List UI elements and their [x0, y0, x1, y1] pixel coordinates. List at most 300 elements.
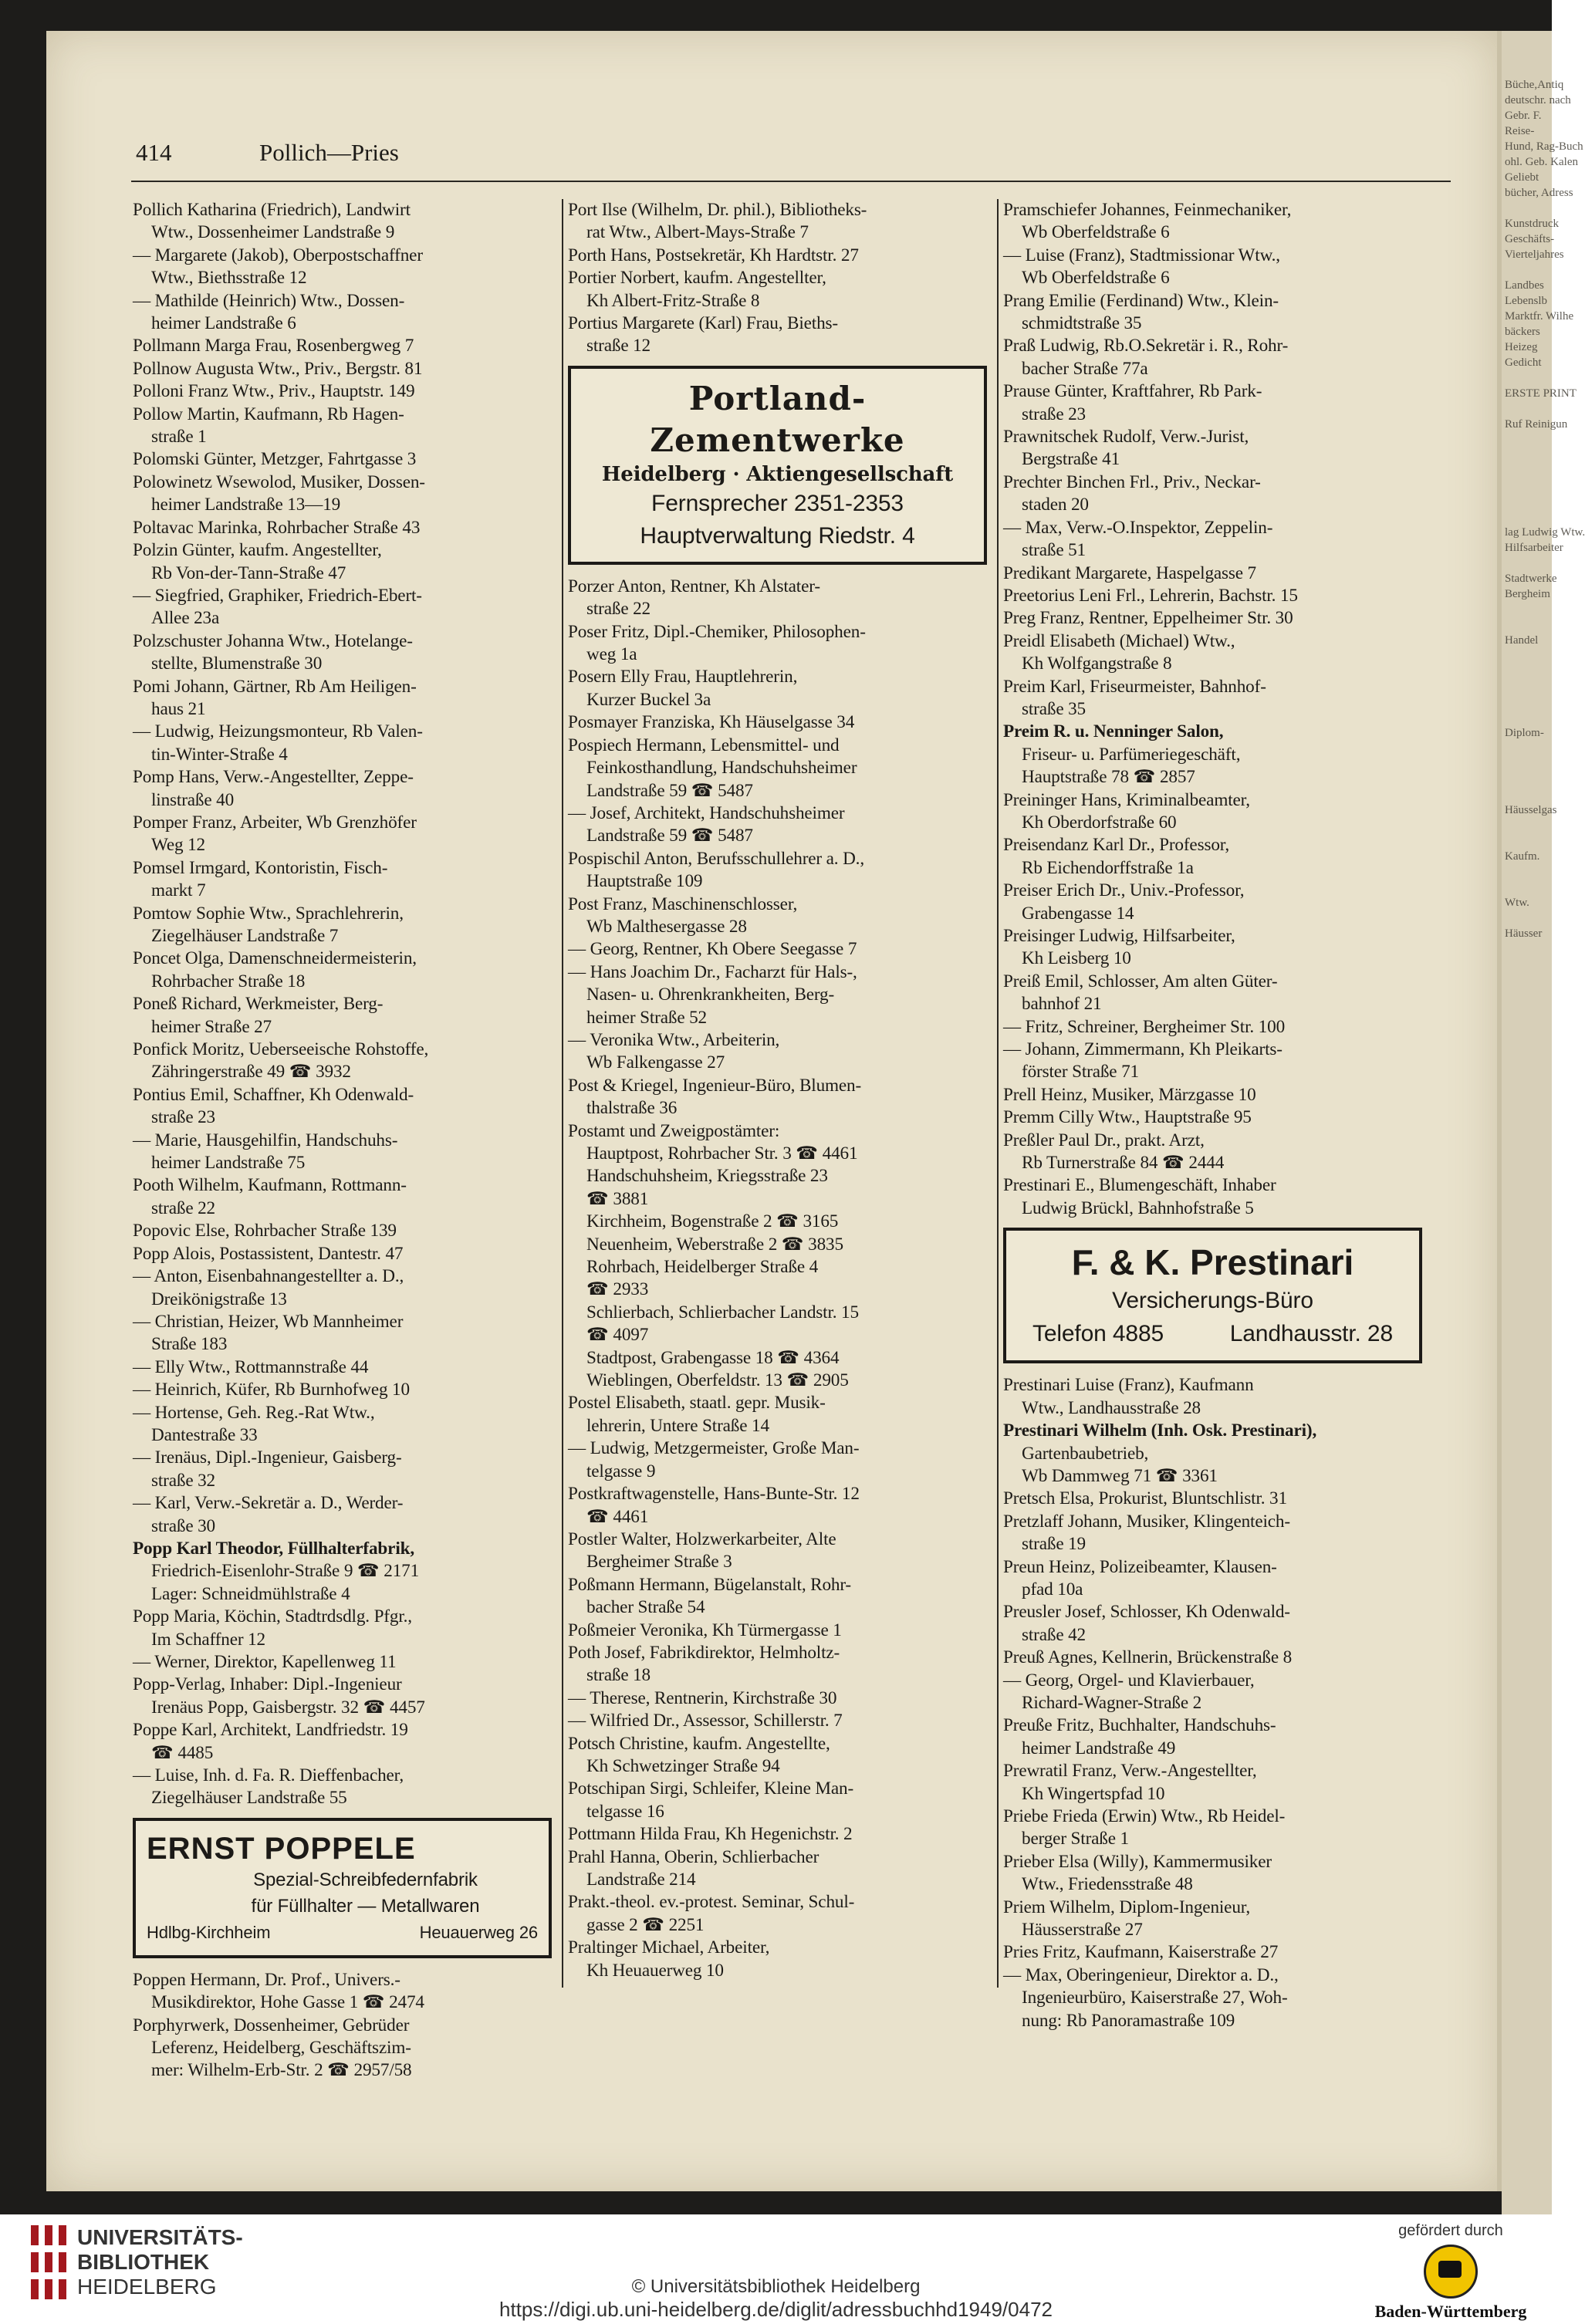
entry-continuation: Kh Leisberg 10 [1022, 948, 1131, 969]
entry-text: Portius Margarete (Karl) Frau, Bieths- [568, 313, 838, 334]
entry-text: Preg Franz, Rentner, Eppelheimer Str. 30 [1003, 608, 1293, 629]
directory-entry [133, 1674, 561, 1719]
entry-continuation: Leferenz, Heidelberg, Geschäftszim- [151, 2038, 411, 2059]
entry-text: — Ludwig, Heizungsmonteur, Rb Valen- [133, 721, 423, 742]
header-rule [131, 181, 1451, 182]
entry-text: Post & Kriegel, Ingenieur-Büro, Blumen- [568, 1075, 862, 1096]
directory-entry [133, 448, 561, 471]
directory-entry [1003, 1374, 1431, 1420]
entry-continuation: pfad 10a [1022, 1579, 1083, 1599]
edge-fragment [1502, 617, 1552, 633]
entry-continuation: Rb Turnerstraße 84 ☎ 2444 [1022, 1153, 1225, 1174]
entry-continuation: Ingenieurbüro, Kaiserstraße 27, Woh- [1022, 1988, 1288, 2008]
next-page-edge [1502, 31, 1585, 2214]
entry-continuation: berger Straße 1 [1022, 1829, 1129, 1849]
entry-continuation: telgasse 9 [586, 1461, 656, 1481]
entry-text: Pollich Katharina (Friedrich), Landwirt [133, 200, 411, 220]
entry-text: Pollnow Augusta Wtw., Priv., Bergstr. 81 [133, 358, 423, 379]
entry-continuation: Friedrich-Eisenlohr-Straße 9 ☎ 2171 [151, 1561, 420, 1582]
entry-text: Posern Elly Frau, Hauptlehrerin, [568, 667, 798, 687]
directory-entry [1003, 789, 1431, 835]
directory-entry [1003, 335, 1431, 380]
edge-fragment [1502, 463, 1552, 478]
directory-entry [133, 1651, 561, 1674]
entry-continuation: Landstraße 59 ☎ 5487 [586, 780, 753, 801]
directory-entry [568, 666, 996, 711]
ad-address: Landhausstr. 28 [1229, 1321, 1393, 1347]
directory-entry [568, 1392, 996, 1437]
entry-continuation: Rohrbacher Straße 18 [151, 971, 306, 991]
entry-continuation: Feinkosthandlung, Handschuhsheimer [586, 758, 857, 779]
entry-continuation: staden 20 [1022, 495, 1089, 515]
edge-fragment: Bergheim [1505, 588, 1550, 600]
entry-text: Preisendanz Karl Dr., Professor, [1003, 835, 1230, 856]
entry-continuation: Landstraße 59 ☎ 5487 [586, 826, 753, 846]
entry-continuation: Grabengasse 14 [1022, 903, 1134, 924]
edge-fragment: Handel [1505, 634, 1539, 647]
entry-text: Preiß Emil, Schlosser, Am alten Güter- [1003, 971, 1278, 991]
entry-continuation: Kurzer Buckel 3a [586, 689, 711, 710]
directory-entry [568, 1029, 996, 1075]
directory-entry [1003, 1941, 1431, 1964]
entry-text: Popp Maria, Köchin, Stadtrdsdlg. Pfgr., [133, 1606, 412, 1627]
edge-fragment: Lebenslb [1505, 295, 1547, 307]
directory-entry [568, 1574, 996, 1620]
directory-entry [133, 1492, 561, 1538]
page-range: Pollich—Pries [259, 139, 399, 166]
entry-continuation: straße 19 [1022, 1534, 1086, 1555]
entry-continuation: Irenäus Popp, Gaisbergstr. 32 ☎ 4457 [151, 1697, 425, 1718]
directory-entry [1003, 1964, 1431, 2032]
entry-continuation: Wb Dammweg 71 ☎ 3361 [1022, 1465, 1218, 1486]
directory-entry [133, 812, 561, 857]
edge-fragment: Heizeg [1505, 341, 1538, 353]
directory-entry [133, 630, 561, 676]
entry-continuation: Wtw., Friedensstraße 48 [1022, 1874, 1193, 1895]
entry-continuation: Rb Von-der-Tann-Straße 47 [151, 562, 346, 583]
directory-entry [1003, 585, 1431, 607]
entry-continuation: ☎ 4097 [586, 1325, 649, 1346]
edge-fragment: ERSTE PRINT [1505, 387, 1577, 400]
entry-continuation: straße 23 [1022, 404, 1086, 424]
entry-text: — Georg, Rentner, Kh Obere Seegasse 7 [568, 939, 857, 960]
directory-entry [1003, 1130, 1431, 1175]
directory-entry [1003, 721, 1431, 789]
directory-entry [1003, 199, 1431, 245]
directory-entry [133, 1311, 561, 1356]
edge-fragment [1502, 370, 1552, 386]
directory-entry [133, 1220, 561, 1242]
directory-entry [1003, 1760, 1431, 1805]
entry-continuation: Lager: Schneidmühlstraße 4 [151, 1583, 350, 1604]
directory-entry [1003, 971, 1431, 1016]
directory-entry [568, 893, 996, 939]
entry-continuation: Wieblingen, Oberfeldstr. 13 ☎ 2905 [586, 1370, 849, 1391]
directory-entry [133, 539, 561, 585]
edge-fragment: Kunstdruck [1505, 218, 1559, 230]
ad-title: F. & K. Prestinari [1071, 1242, 1354, 1283]
entry-text: Pramschiefer Johannes, Feinmechaniker, [1003, 200, 1292, 220]
entry-text: Post Franz, Maschinenschlosser, [568, 893, 798, 914]
entry-continuation: haus 21 [151, 698, 206, 719]
entry-text: Popp Karl Theodor, Füllhalterfabrik, [133, 1538, 414, 1559]
directory-entry [568, 1846, 996, 1892]
copyright-notice: © Universitätsbibliothek Heidelberg [631, 2276, 921, 2297]
directory-entry [133, 1402, 561, 1447]
entry-continuation: Bergheimer Straße 3 [586, 1552, 732, 1572]
edge-fragment [1502, 648, 1552, 664]
directory-entry [133, 993, 561, 1039]
entry-text: — Georg, Orgel- und Klavierbauer, [1003, 1670, 1255, 1691]
entry-continuation: Kh Schwetzinger Straße 94 [586, 1755, 780, 1776]
edge-fragment [1502, 756, 1552, 772]
entry-text: — Johann, Zimmermann, Kh Pleikarts- [1003, 1039, 1283, 1060]
directory-entry [133, 1265, 561, 1311]
advertisement-prestinari [1003, 1228, 1422, 1363]
entry-continuation: mer: Wilhelm-Erb-Str. 2 ☎ 2957/58 [151, 2060, 412, 2081]
edge-fragment: Hund, Rag-Buch [1505, 140, 1583, 153]
edge-fragment: Gebr. F. [1505, 110, 1542, 122]
entry-text: Prahl Hanna, Oberin, Schlierbacher [568, 1846, 820, 1867]
entry-text: Prieber Elsa (Willy), Kammermusiker [1003, 1851, 1272, 1872]
coat-of-arms-icon [1424, 2245, 1478, 2299]
entries-list [133, 1969, 561, 2082]
column-2 [568, 199, 996, 1982]
directory-entry [568, 199, 996, 245]
directory-entry [568, 245, 996, 267]
edge-fragment: Kaufm. [1505, 850, 1540, 863]
entry-continuation: Friseur- u. Parfümeriegeschäft, [1022, 744, 1241, 765]
directory-entry [568, 1120, 996, 1393]
entry-text: Pospiech Hermann, Lebensmittel- und [568, 735, 840, 755]
entry-continuation: Wtw., Landhausstraße 28 [1022, 1397, 1201, 1418]
entry-text: — Luise (Franz), Stadtmissionar Wtw., [1003, 245, 1280, 265]
entry-continuation: Dantestraße 33 [151, 1424, 258, 1445]
entry-text: Postamt und Zweigpostämter: [568, 1120, 780, 1141]
ad-row [1017, 1317, 1408, 1351]
directory-entry [133, 1084, 561, 1130]
ad-line: Hauptverwaltung Riedstr. 4 [640, 522, 915, 549]
entry-continuation: heimer Straße 52 [586, 1007, 707, 1028]
directory-entry [133, 1606, 561, 1651]
edge-fragment: Gedicht [1505, 356, 1542, 369]
entry-continuation: heimer Landstraße 49 [1022, 1738, 1176, 1758]
directory-entry [568, 1642, 996, 1687]
entry-continuation: Im Schaffner 12 [151, 1629, 265, 1650]
entry-continuation: Kirchheim, Bogenstraße 2 ☎ 3165 [586, 1211, 839, 1232]
entry-continuation: Weg 12 [151, 835, 205, 856]
ad-line: Fernsprecher 2351-2353 [651, 490, 904, 516]
directory-entry [133, 1243, 561, 1265]
edge-fragment: Geschäfts- [1505, 233, 1555, 245]
entry-text: — Therese, Rentnerin, Kirchstraße 30 [568, 1687, 837, 1708]
entry-text: — Irenäus, Dipl.-Ingenieur, Gaisberg- [133, 1447, 402, 1468]
entry-continuation: Stadtpost, Grabengasse 18 ☎ 4364 [586, 1347, 840, 1368]
advertisement-poppele [133, 1818, 552, 1958]
entry-text: Preininger Hans, Kriminalbeamter, [1003, 789, 1250, 810]
entry-continuation: Allee 23a [151, 608, 220, 629]
edge-fragment: lag Ludwig Wtw. [1505, 526, 1585, 539]
entry-text: Poneß Richard, Werkmeister, Berg- [133, 994, 384, 1015]
entry-continuation: heimer Landstraße 6 [151, 313, 296, 334]
directory-entry [1003, 245, 1431, 290]
entry-text: Popp Alois, Postassistent, Dantestr. 47 [133, 1243, 404, 1264]
directory-entry [133, 903, 561, 948]
entry-continuation: weg 1a [586, 644, 637, 665]
entry-continuation: straße 18 [586, 1665, 651, 1686]
edge-fragment [1502, 818, 1552, 833]
entry-text: Pottmann Hilda Frau, Kh Hegenichstr. 2 [568, 1824, 853, 1845]
entry-text: Port Ilse (Wilhelm, Dr. phil.), Bibliotheks- [568, 200, 867, 220]
entry-continuation: straße 42 [1022, 1624, 1086, 1645]
edge-fragment: Häusselgas [1505, 804, 1557, 816]
entry-text: — Max, Verw.-O.Inspektor, Zeppelin- [1003, 517, 1273, 538]
entry-continuation: bacher Straße 77a [1022, 358, 1148, 379]
directory-entry [1003, 562, 1431, 585]
directory-entry [1003, 1897, 1431, 1942]
edge-fragment: bücher, Adress [1505, 187, 1573, 199]
entry-continuation: schmidtstraße 35 [1022, 313, 1142, 334]
directory-entry [1003, 630, 1431, 676]
ad-line: für Füllhalter — Metallwaren [251, 1895, 480, 1917]
directory-entry [568, 1075, 996, 1120]
entry-continuation: bacher Straße 54 [586, 1597, 705, 1618]
directory-entry [1003, 1714, 1431, 1760]
entry-text: — Elly Wtw., Rottmannstraße 44 [133, 1356, 369, 1377]
directory-entry [568, 1778, 996, 1823]
directory-entry [133, 199, 561, 245]
entry-continuation: straße 22 [151, 1197, 215, 1218]
entry-text: Prause Günter, Kraftfahrer, Rb Park- [1003, 381, 1262, 402]
edge-fragment [1502, 262, 1552, 278]
entry-text: Prechter Binchen Frl., Priv., Neckar- [1003, 471, 1261, 492]
directory-entry [1003, 1670, 1431, 1715]
entry-continuation: Kh Heuauerweg 10 [586, 1960, 724, 1981]
entries-list [568, 199, 996, 358]
entry-continuation: bahnhof 21 [1022, 994, 1102, 1015]
edge-fragment: Ruf Reinigun [1505, 418, 1568, 431]
funder-caption: gefördert durch [1398, 2222, 1503, 2239]
directory-entry [133, 1379, 561, 1401]
entry-continuation: Ziegelhäuser Landstraße 7 [151, 926, 339, 946]
entries-list [133, 199, 561, 1810]
entry-continuation: rat Wtw., Albert-Mays-Straße 7 [586, 222, 809, 243]
page-number: 414 [136, 139, 172, 166]
directory-entry [1003, 426, 1431, 471]
entry-continuation: ☎ 3881 [586, 1188, 649, 1209]
edge-fragment [1502, 679, 1552, 694]
page-header [136, 139, 1479, 170]
directory-entry [568, 802, 996, 848]
entry-text: Preßler Paul Dr., prakt. Arzt, [1003, 1130, 1205, 1150]
edge-fragment: bäckers [1505, 326, 1540, 338]
entry-text: Popp-Verlag, Inhaber: Dipl.-Ingenieur [133, 1674, 402, 1695]
entry-text: Prakt.-theol. ev.-protest. Seminar, Schul- [568, 1892, 855, 1913]
edge-fragment [1502, 833, 1552, 849]
entry-text: Poltavac Marinka, Rohrbacher Straße 43 [133, 517, 421, 538]
entry-continuation: Zähringerstraße 49 ☎ 3932 [151, 1062, 351, 1083]
directory-entry [1003, 1488, 1431, 1510]
entry-text: Prestinari E., Blumengeschäft, Inhaber [1003, 1175, 1276, 1196]
entry-text: Preisinger Ludwig, Hilfsarbeiter, [1003, 926, 1235, 946]
funder-logo[interactable] [1366, 2222, 1536, 2322]
directory-entry [1003, 880, 1431, 925]
directory-entry [133, 2015, 561, 2082]
entry-continuation: Wtw., Dossenheimer Landstraße 9 [151, 222, 395, 243]
ad-phone: Telefon 4885 [1032, 1321, 1164, 1347]
entry-text: Postler Walter, Holzwerkarbeiter, Alte [568, 1529, 836, 1549]
entry-continuation: Neuenheim, Weberstraße 2 ☎ 3835 [586, 1234, 843, 1255]
directory-entry [1003, 517, 1431, 562]
entry-text: Preim Karl, Friseurmeister, Bahnhof- [1003, 676, 1266, 697]
entry-text: Poncet Olga, Damenschneidermeisterin, [133, 948, 417, 969]
entry-text: — Max, Oberingenieur, Direktor a. D., [1003, 1964, 1279, 1985]
entry-continuation: Handschuhsheim, Kriegsstraße 23 [586, 1166, 828, 1187]
entry-continuation: Rohrbach, Heidelberger Straße 4 [586, 1257, 819, 1278]
directory-entry [133, 1765, 561, 1810]
directory-entry [133, 1447, 561, 1492]
entry-continuation: stellte, Blumenstraße 30 [151, 654, 323, 674]
directory-entry [568, 1710, 996, 1732]
entry-text: Pries Fritz, Kaufmann, Kaiserstraße 27 [1003, 1942, 1279, 1963]
entry-text: Predikant Margarete, Haspelgasse 7 [1003, 562, 1257, 583]
entry-text: Prawnitschek Rudolf, Verw.-Jurist, [1003, 427, 1249, 448]
entry-text: Polzschuster Johanna Wtw., Hotelange- [133, 630, 413, 651]
directory-entry [568, 938, 996, 961]
directory-entry [133, 1174, 561, 1220]
entry-continuation: heimer Straße 27 [151, 1016, 272, 1037]
ad-title: Portland-Zementwerke [650, 379, 905, 459]
directory-entry [1003, 1601, 1431, 1647]
entry-text: Polowinetz Wsewolod, Musiker, Dossen- [133, 471, 425, 492]
entry-continuation: Kh Wingertspfad 10 [1022, 1783, 1165, 1804]
column-1 [133, 199, 561, 2082]
directory-entry [133, 676, 561, 721]
directory-entry [1003, 834, 1431, 880]
directory-entry [568, 848, 996, 893]
entry-continuation: telgasse 16 [586, 1801, 664, 1822]
directory-entry [568, 267, 996, 312]
entry-text: Poßmann Hermann, Bügelanstalt, Rohr- [568, 1574, 852, 1595]
ad-location: Hdlbg-Kirchheim [147, 1922, 271, 1942]
entry-continuation: Straße 183 [151, 1334, 228, 1355]
edge-fragment: deutschr. nach [1505, 94, 1571, 106]
edge-fragment [1502, 556, 1552, 571]
entry-continuation: straße 23 [151, 1107, 215, 1128]
entry-continuation: straße 22 [586, 599, 651, 620]
ad-row [147, 1920, 538, 1946]
entry-text: Preuße Fritz, Buchhalter, Handschuhs- [1003, 1715, 1276, 1736]
directory-entry [1003, 290, 1431, 336]
entry-text: Praß Ludwig, Rb.O.Sekretär i. R., Rohr- [1003, 336, 1289, 356]
entry-text: Prell Heinz, Musiker, Märzgasse 10 [1003, 1084, 1256, 1105]
entry-continuation: Wtw., Biethsstraße 12 [151, 268, 307, 289]
entry-text: — Fritz, Schreiner, Bergheimer Str. 100 [1003, 1016, 1286, 1037]
edge-fragment: Häusser [1505, 927, 1543, 940]
directory-entry [568, 621, 996, 667]
directory-entry [133, 471, 561, 517]
entry-continuation: Häusserstraße 27 [1022, 1920, 1143, 1941]
edge-fragment: Büche,Antiq [1505, 79, 1564, 91]
entry-continuation: Landstraße 214 [586, 1870, 696, 1890]
directory-entry [1003, 1084, 1431, 1106]
edge-fragment [1502, 664, 1552, 679]
directory-entry [133, 1356, 561, 1379]
entry-continuation: markt 7 [151, 880, 206, 901]
entries-list [1003, 199, 1431, 1220]
directory-entry [133, 380, 561, 403]
entry-text: — Mathilde (Heinrich) Wtw., Dossen- [133, 290, 405, 311]
library-logo-text: UNIVERSITÄTS- BIBLIOTHEK HEIDELBERG [77, 2225, 243, 2299]
directory-entry [568, 1687, 996, 1710]
directory-entry [568, 1483, 996, 1529]
directory-entry [133, 948, 561, 993]
directory-entry [568, 1733, 996, 1778]
entry-text: Poßmeier Veronika, Kh Türmergasse 1 [568, 1620, 842, 1640]
edge-fragment: Hilfsarbeiter [1505, 542, 1563, 554]
directory-entry [568, 1823, 996, 1846]
edge-fragment [1502, 494, 1552, 509]
permalink[interactable]: https://digi.ub.uni-heidelberg.de/diglit/adressbuchhd1949/0472 [499, 2298, 1053, 2321]
entry-text: — Josef, Architekt, Handschuhsheimer [568, 802, 845, 823]
directory-entry [1003, 380, 1431, 426]
entry-text: — Karl, Verw.-Sekretär a. D., Werder- [133, 1493, 404, 1514]
edge-fragment: ohl. Geb. Kalen [1505, 156, 1578, 168]
entry-continuation: Ziegelhäuser Landstraße 55 [151, 1788, 347, 1809]
entry-continuation: ☎ 4461 [586, 1506, 649, 1527]
entry-text: — Werner, Direktor, Kapellenweg 11 [133, 1652, 397, 1672]
entry-continuation: ☎ 4485 [151, 1742, 214, 1763]
edge-fragment [1502, 710, 1552, 725]
edge-fragment: Diplom- [1505, 727, 1544, 739]
entry-text: Prang Emilie (Ferdinand) Wtw., Klein- [1003, 290, 1279, 311]
entry-text: — Hans Joachim Dr., Facharzt für Hals-, [568, 961, 857, 982]
entry-text: Porphyrwerk, Dossenheimer, Gebrüder [133, 2015, 410, 2035]
entry-text: Pomp Hans, Verw.-Angestellter, Zeppe- [133, 767, 414, 788]
entry-text: Pospischil Anton, Berufsschullehrer a. D., [568, 848, 864, 869]
directory-entry [568, 1937, 996, 1982]
directory-entry [1003, 1420, 1431, 1488]
entry-text: Ponfick Moritz, Ueberseeische Rohstoffe, [133, 1039, 429, 1060]
entry-text: Porzer Anton, Rentner, Kh Alstater- [568, 576, 820, 596]
edge-fragment: Vierteljahres [1505, 248, 1564, 261]
entry-continuation: straße 51 [1022, 540, 1086, 561]
edge-fragment [1502, 201, 1552, 216]
entry-text: Pomi Johann, Gärtner, Rb Am Heiligen- [133, 676, 417, 697]
entry-text: — Siegfried, Graphiker, Friedrich-Ebert- [133, 585, 422, 606]
entry-continuation: straße 32 [151, 1470, 215, 1491]
entry-text: Pretsch Elsa, Prokurist, Bluntschlistr. 31 [1003, 1488, 1287, 1509]
viewer-footer [0, 2214, 1552, 2324]
edge-fragment [1502, 880, 1552, 895]
directory-entry [133, 290, 561, 336]
directory-entry [1003, 1511, 1431, 1556]
entry-text: Pomtow Sophie Wtw., Sprachlehrerin, [133, 903, 404, 924]
entry-text: — Ludwig, Metzgermeister, Große Man- [568, 1438, 860, 1459]
entry-continuation: Wb Malthesergasse 28 [586, 916, 747, 937]
directory-entry [133, 1719, 561, 1765]
entry-text: Prestinari Wilhelm (Inh. Osk. Prestinari), [1003, 1420, 1317, 1441]
directory-entry [133, 1969, 561, 2015]
entry-text: Pontius Emil, Schaffner, Kh Odenwald- [133, 1084, 414, 1105]
edge-fragment: Landbes [1505, 279, 1544, 292]
entry-text: Postkraftwagenstelle, Hans-Bunte-Str. 12 [568, 1484, 860, 1505]
entry-continuation: Richard-Wagner-Straße 2 [1022, 1692, 1202, 1713]
directory-entry [568, 576, 996, 621]
entry-text: Pretzlaff Johann, Musiker, Klingenteich- [1003, 1511, 1290, 1532]
entry-text: Popovic Else, Rohrbacher Straße 139 [133, 1221, 397, 1241]
entry-continuation: Musikdirektor, Hohe Gasse 1 ☎ 2474 [151, 1992, 424, 2013]
